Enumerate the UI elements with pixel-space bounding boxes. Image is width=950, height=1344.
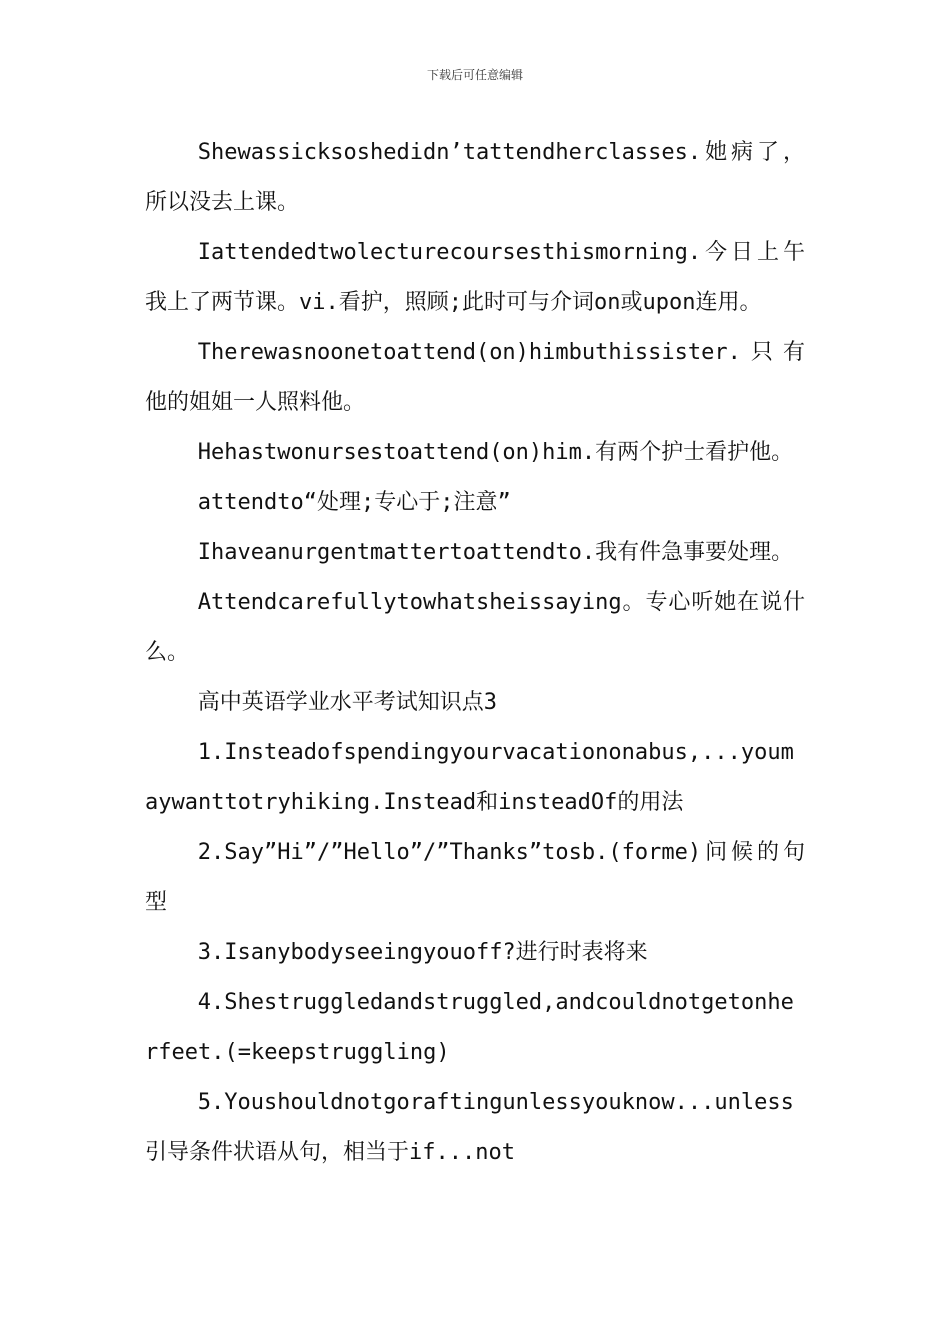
document-body (145, 128, 805, 1178)
paragraph-attend-classes: Shewassicksoshedidn’tattendherclasses.她病了，所以没去上课。 (145, 140, 805, 215)
paragraph-attend-on-sister: Therewasnoonetoattend(on)himbuthissister.只有他的姐姐一人照料他。 (145, 340, 805, 415)
paragraph-urgent-matter: Ihaveanurgentmattertoattendto.我有件急事要处理。 (197, 540, 794, 565)
paragraph-two-nurses: Hehastwonursestoattend(on)him.有两个护士看护他。 (197, 440, 794, 465)
paragraph-attend-to-meaning: attendto“处理;专心于;注意” (197, 490, 511, 515)
paragraph-item-1-instead: 1.Insteadofspendingyourvacationonabus,...youmaywanttotryhiking.Instead和insteadOf的用法 (145, 740, 794, 815)
paragraph-item-2-greetings: 2.Say”Hi”/”Hello”/”Thanks”tosb.(forme)问候的句型 (145, 840, 805, 915)
paragraph-item-5-unless: 5.Youshouldnotgoraftingunlessyouknow...unless引导条件状语从句，相当于if...not (145, 1090, 794, 1165)
paragraph-item-3-progressive-future: 3.Isanybodyseeingyouoff?进行时表将来 (197, 940, 648, 965)
paragraph-lecture-courses: Iattendedtwolecturecoursesthismorning.今日上午我上了两节课。vi.看护，照顾;此时可与介词on或upon连用。 (145, 240, 805, 315)
page-header-note: 下载后可任意编辑 (426, 68, 523, 82)
paragraph-item-4-struggled: 4.Shestruggledandstruggled,andcouldnotgetonherfeet.(=keepstruggling) (145, 990, 794, 1065)
paragraph-attend-carefully: Attendcarefullytowhatsheissaying。专心听她在说什么。 (145, 590, 805, 665)
section-heading-knowledge-3: 高中英语学业水平考试知识点3 (197, 690, 498, 715)
